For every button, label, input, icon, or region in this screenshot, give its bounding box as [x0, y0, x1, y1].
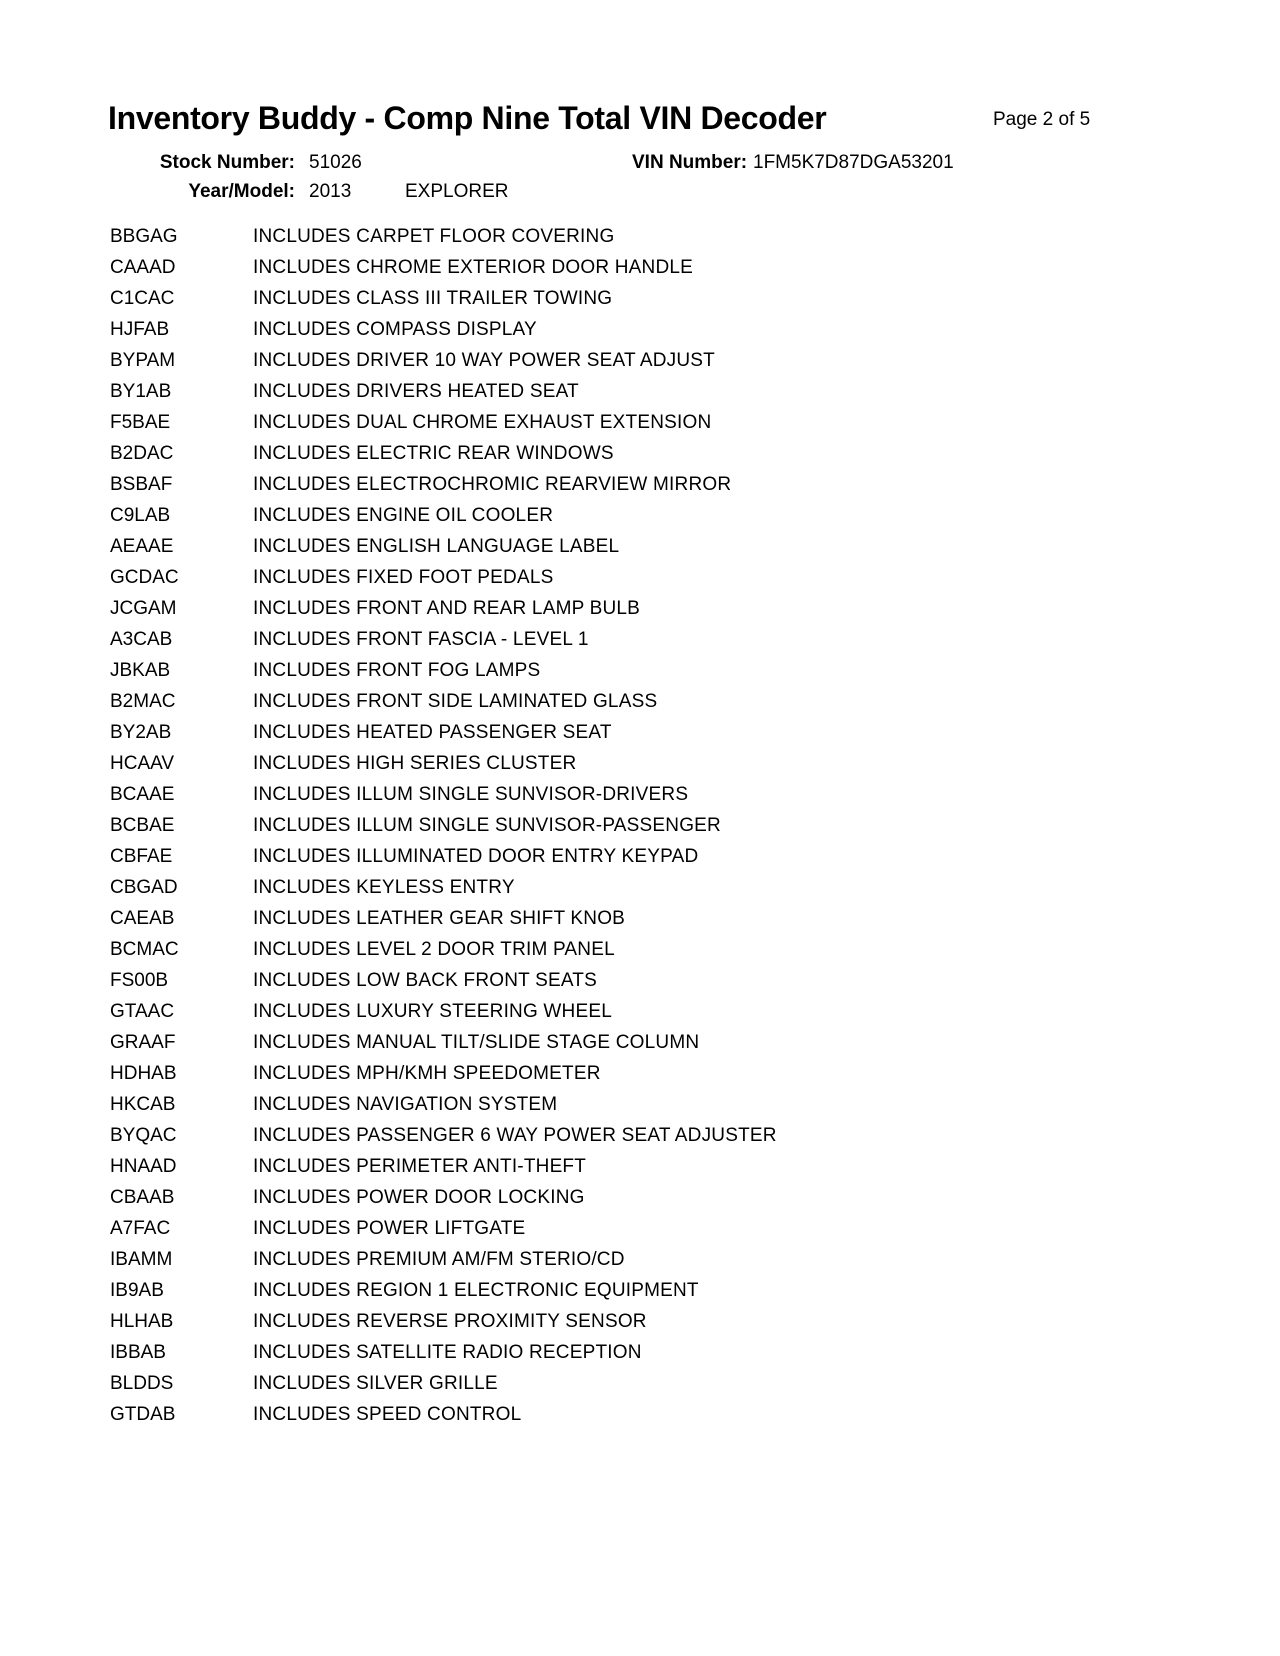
list-item — [110, 655, 1170, 686]
list-item — [110, 1213, 1170, 1244]
list-item — [110, 965, 1170, 996]
list-item — [110, 283, 1170, 314]
option-code: HCAAV — [110, 752, 175, 774]
option-code: JCGAM — [110, 597, 177, 619]
option-description: INCLUDES ENGLISH LANGUAGE LABEL — [253, 535, 620, 557]
option-description: INCLUDES ELECTROCHROMIC REARVIEW MIRROR — [253, 473, 732, 495]
option-code: FS00B — [110, 969, 169, 991]
option-code: AEAAE — [110, 535, 174, 557]
list-item — [110, 1120, 1170, 1151]
option-description: INCLUDES SATELLITE RADIO RECEPTION — [253, 1341, 642, 1363]
option-code: A3CAB — [110, 628, 173, 650]
option-description: INCLUDES DRIVERS HEATED SEAT — [253, 380, 579, 402]
option-description: INCLUDES SILVER GRILLE — [253, 1372, 498, 1394]
list-item — [110, 1337, 1170, 1368]
stock-number-value: 51026 — [309, 152, 362, 173]
option-code: HJFAB — [110, 318, 170, 340]
option-code: HKCAB — [110, 1093, 176, 1115]
option-code: GCDAC — [110, 566, 179, 588]
option-code: HDHAB — [110, 1062, 177, 1084]
option-description: INCLUDES CARPET FLOOR COVERING — [253, 225, 615, 247]
list-item — [110, 1275, 1170, 1306]
list-item — [110, 841, 1170, 872]
option-description: INCLUDES CLASS III TRAILER TOWING — [253, 287, 613, 309]
list-item — [110, 1151, 1170, 1182]
option-description: INCLUDES LEATHER GEAR SHIFT KNOB — [253, 907, 626, 929]
vin-number-label: VIN Number: — [632, 152, 748, 173]
list-item — [110, 1058, 1170, 1089]
list-item — [110, 407, 1170, 438]
option-code: GTDAB — [110, 1403, 176, 1425]
year-model-label: Year/Model: — [188, 181, 295, 202]
list-item — [110, 531, 1170, 562]
option-description: INCLUDES REGION 1 ELECTRONIC EQUIPMENT — [253, 1279, 699, 1301]
option-description: INCLUDES FRONT SIDE LAMINATED GLASS — [253, 690, 658, 712]
option-description: INCLUDES ENGINE OIL COOLER — [253, 504, 554, 526]
list-item — [110, 717, 1170, 748]
year-value: 2013 — [309, 181, 352, 202]
option-description: INCLUDES COMPASS DISPLAY — [253, 318, 537, 340]
vin-number-value: 1FM5K7D87DGA53201 — [753, 152, 954, 173]
option-code: BLDDS — [110, 1372, 174, 1394]
list-item — [110, 1368, 1170, 1399]
option-description: INCLUDES PREMIUM AM/FM STERIO/CD — [253, 1248, 625, 1270]
option-code: CAAAD — [110, 256, 176, 278]
option-description: INCLUDES SPEED CONTROL — [253, 1403, 522, 1425]
option-code: BYPAM — [110, 349, 176, 371]
option-description: INCLUDES LOW BACK FRONT SEATS — [253, 969, 597, 991]
option-description: INCLUDES CHROME EXTERIOR DOOR HANDLE — [253, 256, 694, 278]
option-code: BSBAF — [110, 473, 173, 495]
option-description: INCLUDES LUXURY STEERING WHEEL — [253, 1000, 612, 1022]
option-description: INCLUDES ILLUMINATED DOOR ENTRY KEYPAD — [253, 845, 699, 867]
list-item — [110, 686, 1170, 717]
option-code: CAEAB — [110, 907, 175, 929]
list-item — [110, 624, 1170, 655]
list-item — [110, 252, 1170, 283]
option-code: C9LAB — [110, 504, 171, 526]
page-indicator: Page 2 of 5 — [993, 109, 1091, 130]
option-description: INCLUDES KEYLESS ENTRY — [253, 876, 515, 898]
list-item — [110, 469, 1170, 500]
option-description: INCLUDES ELECTRIC REAR WINDOWS — [253, 442, 614, 464]
option-description: INCLUDES HEATED PASSENGER SEAT — [253, 721, 612, 743]
options-list — [110, 221, 1170, 1430]
option-code: BY2AB — [110, 721, 172, 743]
option-description: INCLUDES PERIMETER ANTI-THEFT — [253, 1155, 587, 1177]
option-code: BCAAE — [110, 783, 175, 805]
option-description: INCLUDES FRONT FASCIA - LEVEL 1 — [253, 628, 589, 650]
option-description: INCLUDES DRIVER 10 WAY POWER SEAT ADJUST — [253, 349, 715, 371]
option-code: B2MAC — [110, 690, 176, 712]
option-description: INCLUDES FRONT FOG LAMPS — [253, 659, 541, 681]
option-description: INCLUDES NAVIGATION SYSTEM — [253, 1093, 558, 1115]
option-code: B2DAC — [110, 442, 174, 464]
list-item — [110, 1027, 1170, 1058]
option-code: JBKAB — [110, 659, 171, 681]
option-code: F5BAE — [110, 411, 171, 433]
list-item — [110, 1182, 1170, 1213]
option-code: C1CAC — [110, 287, 175, 309]
option-code: IBBAB — [110, 1341, 166, 1363]
option-code: HLHAB — [110, 1310, 174, 1332]
option-code: BCMAC — [110, 938, 179, 960]
option-description: INCLUDES HIGH SERIES CLUSTER — [253, 752, 577, 774]
option-code: BBGAG — [110, 225, 178, 247]
model-value: EXPLORER — [405, 181, 509, 202]
option-code: GTAAC — [110, 1000, 175, 1022]
option-description: INCLUDES FRONT AND REAR LAMP BULB — [253, 597, 641, 619]
list-item — [110, 314, 1170, 345]
list-item — [110, 1089, 1170, 1120]
list-item — [110, 1244, 1170, 1275]
option-description: INCLUDES ILLUM SINGLE SUNVISOR-DRIVERS — [253, 783, 689, 805]
list-item — [110, 345, 1170, 376]
option-description: INCLUDES POWER DOOR LOCKING — [253, 1186, 585, 1208]
list-item — [110, 438, 1170, 469]
option-code: A7FAC — [110, 1217, 171, 1239]
list-item — [110, 1399, 1170, 1430]
stock-number-label: Stock Number: — [159, 152, 295, 173]
list-item — [110, 221, 1170, 252]
option-code: CBFAE — [110, 845, 173, 867]
option-code: IB9AB — [110, 1279, 164, 1301]
option-code: CBAAB — [110, 1186, 175, 1208]
list-item — [110, 810, 1170, 841]
option-code: IBAMM — [110, 1248, 173, 1270]
option-description: INCLUDES DUAL CHROME EXHAUST EXTENSION — [253, 411, 712, 433]
option-code: BCBAE — [110, 814, 175, 836]
option-description: INCLUDES PASSENGER 6 WAY POWER SEAT ADJUSTER — [253, 1124, 777, 1146]
option-description: INCLUDES ILLUM SINGLE SUNVISOR-PASSENGER — [253, 814, 721, 836]
list-item — [110, 376, 1170, 407]
list-item — [110, 934, 1170, 965]
option-description: INCLUDES FIXED FOOT PEDALS — [253, 566, 554, 588]
option-code: HNAAD — [110, 1155, 177, 1177]
list-item — [110, 500, 1170, 531]
list-item — [110, 1306, 1170, 1337]
option-description: INCLUDES MPH/KMH SPEEDOMETER — [253, 1062, 601, 1084]
list-item — [110, 872, 1170, 903]
list-item — [110, 996, 1170, 1027]
list-item — [110, 779, 1170, 810]
option-description: INCLUDES LEVEL 2 DOOR TRIM PANEL — [253, 938, 615, 960]
list-item — [110, 748, 1170, 779]
option-code: GRAAF — [110, 1031, 176, 1053]
option-description: INCLUDES REVERSE PROXIMITY SENSOR — [253, 1310, 647, 1332]
option-description: INCLUDES POWER LIFTGATE — [253, 1217, 526, 1239]
option-code: BYQAC — [110, 1124, 177, 1146]
list-item — [110, 562, 1170, 593]
list-item — [110, 593, 1170, 624]
option-code: BY1AB — [110, 380, 172, 402]
option-code: CBGAD — [110, 876, 178, 898]
page-title: Inventory Buddy - Comp Nine Total VIN Decoder — [108, 100, 827, 136]
option-description: INCLUDES MANUAL TILT/SLIDE STAGE COLUMN — [253, 1031, 700, 1053]
list-item — [110, 903, 1170, 934]
